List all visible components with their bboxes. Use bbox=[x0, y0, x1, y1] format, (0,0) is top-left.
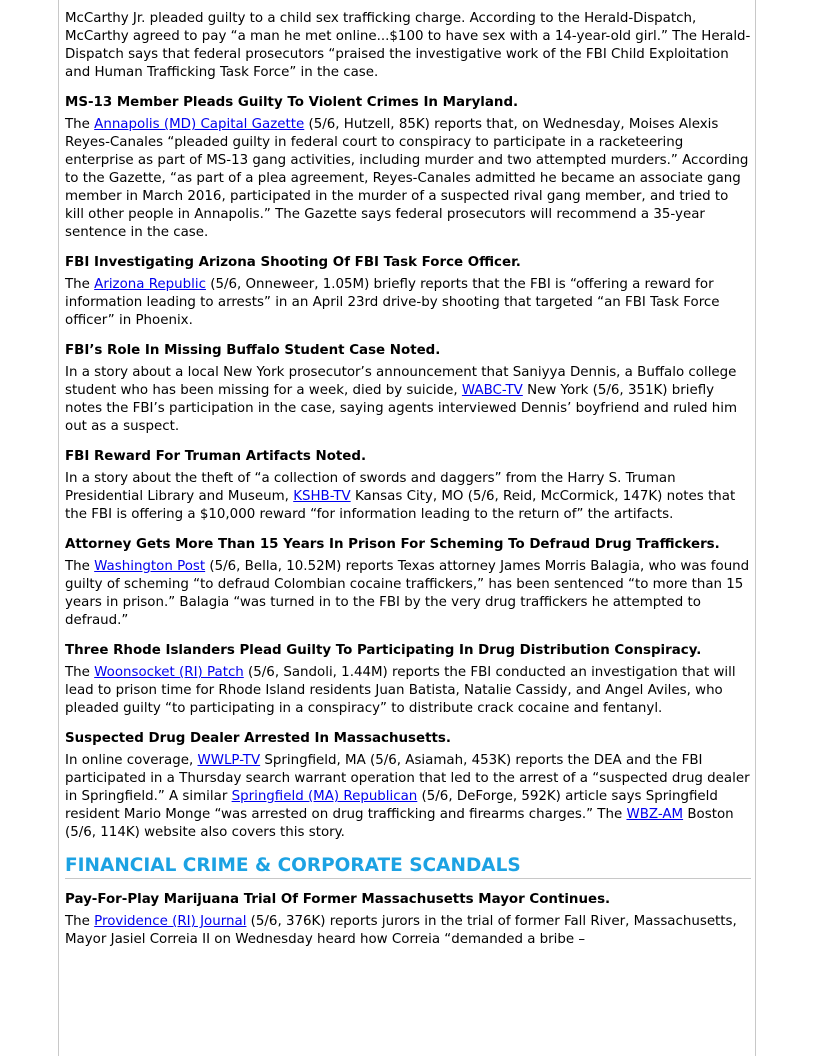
section-title: FINANCIAL CRIME & CORPORATE SCANDALS bbox=[65, 855, 521, 876]
intro-paragraph bbox=[65, 10, 751, 82]
article-headline: FBI Reward For Truman Artifacts Noted. bbox=[65, 449, 367, 464]
intro-text: McCarthy Jr. pleaded guilty to a child sex trafficking charge. According to the Herald-Dispatch, McCarthy agreed to pay “a man he met online...$100 to have sex with a 14-year-old girl.” The Herald-Dispatch says that federal prosecutors “praised the investigative work of the FBI Child Exploitation and Human Trafficking Task Force” in the case. bbox=[65, 11, 751, 80]
article-massachusetts-dealer bbox=[65, 730, 751, 842]
article-body: The Annapolis (MD) Capital Gazette (5/6, Hutzell, 85K) reports that, on Wednesday, Moises Alexis Reyes-Canales “pleaded guilty in federal court to conspiracy to participate in a racketeering enterprise as part of MS-13 gang activities, including murder and two attempted murders.” According to the Gazette, “as part of a plea agreement, Reyes-Canales admitted he became an associate gang member in March 2016, participated in the murder of a suspected rival gang member, and tried to kill other people in Annapolis.” The Gazette says federal prosecutors will recommend a 35-year sentence in the case. bbox=[65, 117, 749, 240]
article-attorney-prison bbox=[65, 536, 751, 630]
article-body: In a story about a local New York prosecutor’s announcement that Saniyya Dennis, a Buffalo college student who has been missing for a week, died by suicide, WABC-TV New York (5/6, 351K) briefly notes the FBI’s participation in the case, saying agents interviewed Dennis’ boyfriend and ruled him out as a suspect. bbox=[65, 365, 738, 434]
article-buffalo-student bbox=[65, 342, 751, 436]
article-body: The Woonsocket (RI) Patch (5/6, Sandoli, 1.44M) reports the FBI conducted an investigation that will lead to prison time for Rhode Island residents Juan Batista, Natalie Cassidy, and Angel Aviles, who pleaded guilty “to participating in a conspiracy” to distribute crack cocaine and fentanyl. bbox=[65, 665, 736, 716]
source-link-kshb-tv[interactable]: KSHB-TV bbox=[293, 489, 351, 504]
article-rhode-island bbox=[65, 642, 751, 718]
source-link-washington-post[interactable]: Washington Post bbox=[94, 559, 206, 574]
article-body: The Washington Post (5/6, Bella, 10.52M) reports Texas attorney James Morris Balagia, who was found guilty of scheming “to defraud Colombian cocaine traffickers,” has been sentenced “to more than 15 years in prison.” Balagia “was turned in to the FBI by the very drug traffickers he attempted to defraud.” bbox=[65, 559, 750, 628]
article-body: The Arizona Republic (5/6, Onneweer, 1.05M) briefly reports that the FBI is “offering a reward for information leading to arrests” in an April 23rd drive-by shooting that targeted “an FBI Task Force officer” in Phoenix. bbox=[65, 277, 720, 328]
source-link-springfield-republican[interactable]: Springfield (MA) Republican bbox=[231, 789, 418, 804]
source-link-arizona-republic[interactable]: Arizona Republic bbox=[94, 277, 206, 292]
article-arizona-shooting bbox=[65, 254, 751, 330]
source-link-capital-gazette[interactable]: Annapolis (MD) Capital Gazette bbox=[94, 117, 305, 132]
source-link-providence-journal[interactable]: Providence (RI) Journal bbox=[94, 914, 247, 929]
article-headline: Three Rhode Islanders Plead Guilty To Participating In Drug Distribution Conspiracy. bbox=[65, 643, 702, 658]
article-headline: Pay-For-Play Marijuana Trial Of Former Massachusetts Mayor Continues. bbox=[65, 892, 611, 907]
article-marijuana-trial bbox=[65, 891, 751, 949]
section-heading-financial-crime bbox=[65, 854, 751, 879]
article-headline: Attorney Gets More Than 15 Years In Prison For Scheming To Defraud Drug Traffickers. bbox=[65, 537, 720, 552]
article-headline: MS-13 Member Pleads Guilty To Violent Crimes In Maryland. bbox=[65, 95, 519, 110]
source-link-wwlp-tv[interactable]: WWLP-TV bbox=[197, 753, 261, 768]
article-headline: FBI Investigating Arizona Shooting Of FBI Task Force Officer. bbox=[65, 255, 521, 270]
article-body: In a story about the theft of “a collection of swords and daggers” from the Harry S. Truman Presidential Library and Museum, KSHB-TV Kansas City, MO (5/6, Reid, McCormick, 147K) notes that the FBI is offering a $10,000 reward “for information leading to the return of” the artifacts. bbox=[65, 471, 736, 522]
article-body: In online coverage, WWLP-TV Springfield, MA (5/6, Asiamah, 453K) reports the DEA and the FBI participated in a Thursday search warrant operation that led to the arrest of a “suspected drug dealer in Springfield.” A similar Springfield (MA) Republican (5/6, DeForge, 592K) article says Springfield resident Mario Monge “was arrested on drug trafficking and firearms charges.” The WBZ-AM Boston (5/6, 114K) website also covers this story. bbox=[65, 753, 750, 840]
source-link-woonsocket-patch[interactable]: Woonsocket (RI) Patch bbox=[94, 665, 244, 680]
article-headline: FBI’s Role In Missing Buffalo Student Case Noted. bbox=[65, 343, 441, 358]
article-truman-artifacts bbox=[65, 448, 751, 524]
article-headline: Suspected Drug Dealer Arrested In Massachusetts. bbox=[65, 731, 451, 746]
source-link-wabc-tv[interactable]: WABC-TV bbox=[461, 383, 523, 398]
article-ms13 bbox=[65, 94, 751, 242]
document-page bbox=[58, 0, 756, 1056]
source-link-wbz-am[interactable]: WBZ-AM bbox=[626, 807, 684, 822]
article-body: The Providence (RI) Journal (5/6, 376K) reports jurors in the trial of former Fall River, Massachusetts, Mayor Jasiel Correia II on Wednesday heard how Correia “demanded a bribe – bbox=[65, 914, 737, 947]
